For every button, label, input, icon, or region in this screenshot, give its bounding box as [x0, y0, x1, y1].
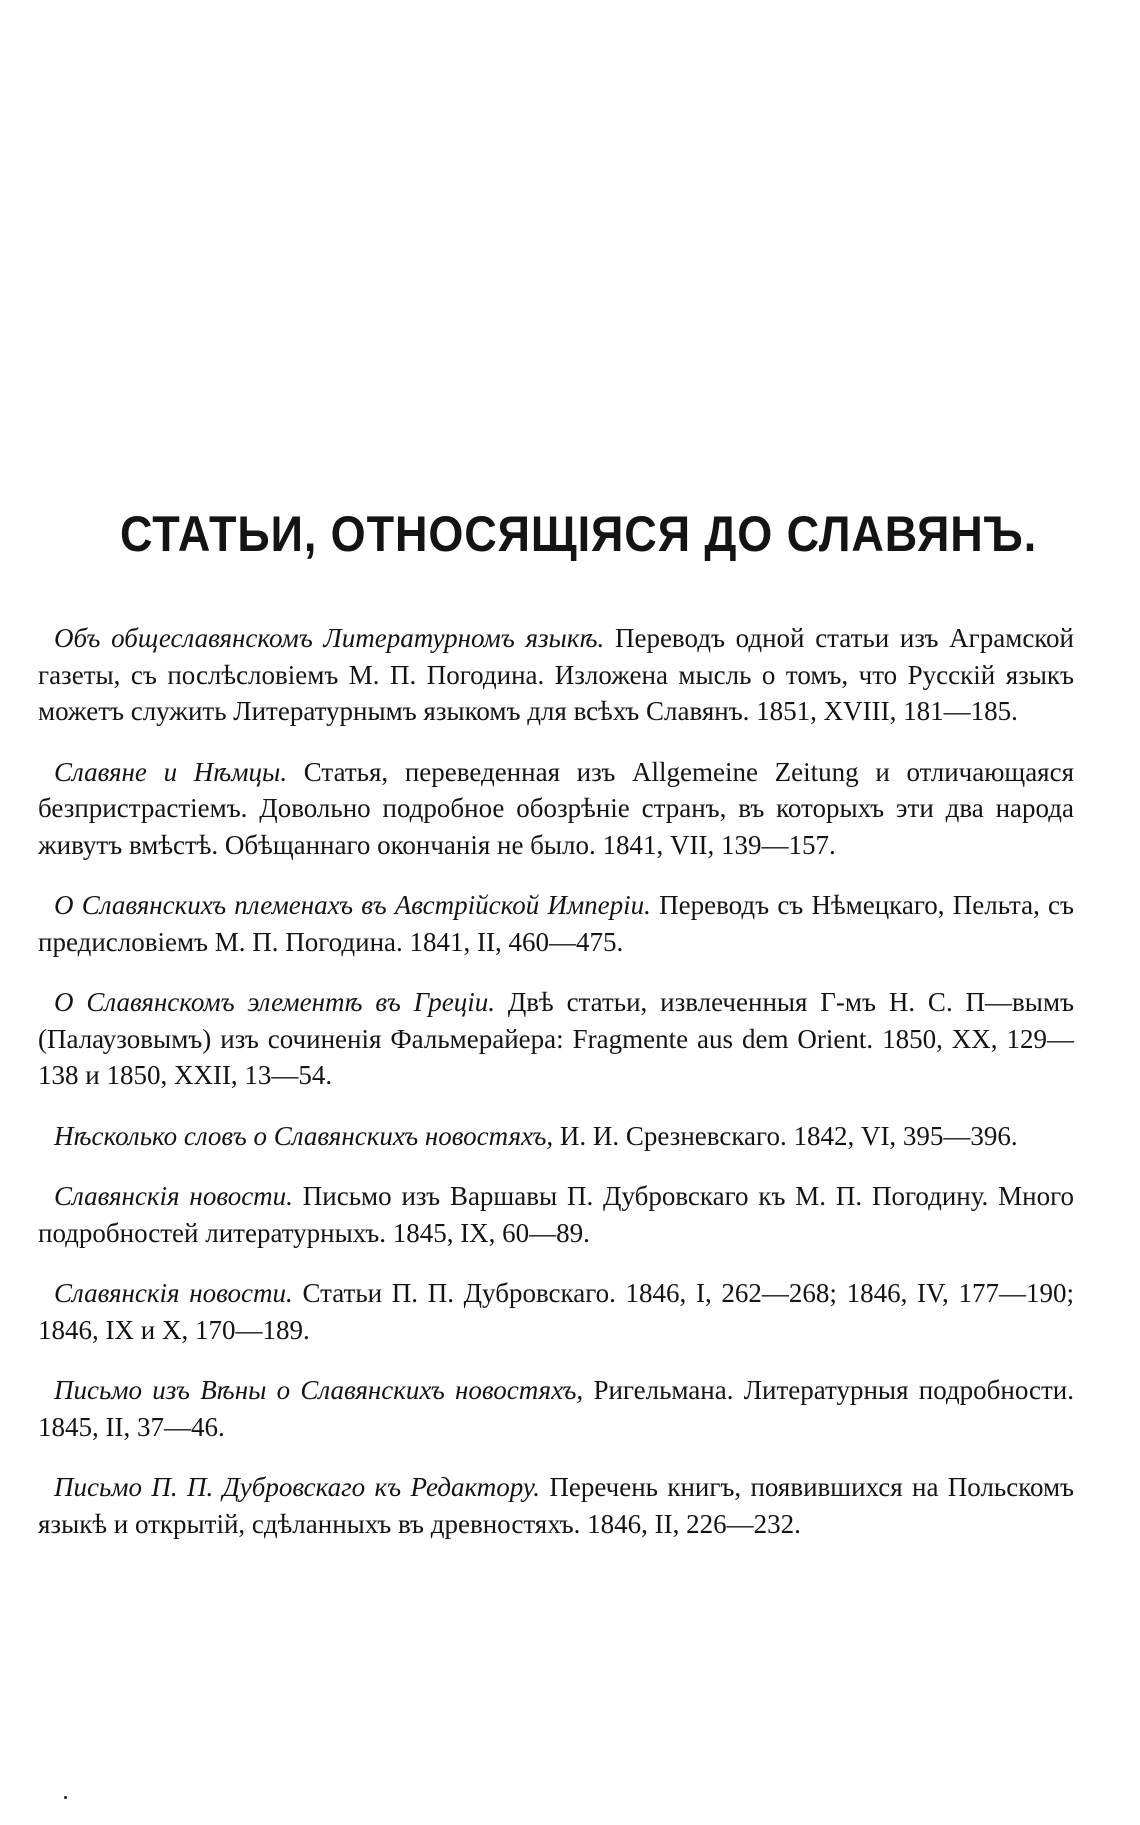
entry-9-text: Перечень книгъ, появившихся на Польскомъ языкѣ и открытій, сдѣланныхъ въ древностяхъ. 1846, II, 226—232.	[38, 1472, 1075, 1539]
entry-8	[38, 1372, 1074, 1445]
entry-5	[38, 1118, 1074, 1155]
entry-8-title: Письмо изъ Вѣны о Славянскихъ новостяхъ,	[54, 1375, 584, 1405]
entry-5-title: Нѣсколько словъ о Славянскихъ новостяхъ,	[54, 1120, 554, 1151]
entry-9-title: Письмо П. П. Дубровскаго къ Редактору.	[54, 1472, 540, 1502]
entry-6-text: Письмо изъ Варшавы П. Дубровскаго къ М. П. Погодину. Много подробностей литературныхъ. 1845, IX, 60—89.	[38, 1181, 1075, 1248]
entry-3	[38, 887, 1074, 960]
section-heading: СТАТЬИ, ОТНОСЯЩІЯСЯ ДО СЛАВЯНЪ.	[120, 506, 1038, 562]
entry-1-title: Объ общеславянскомъ Литературномъ языкѣ.	[54, 623, 605, 653]
entry-4	[38, 984, 1074, 1094]
entry-7-title: Славянскія новости.	[54, 1278, 293, 1308]
entry-2-title: Славяне и Нѣмцы.	[54, 756, 288, 787]
entry-3-text: Переводъ съ Нѣмецкаго, Пельта, съ предисловіемъ М. П. Погодина. 1841, II, 460—475.	[38, 890, 1075, 957]
entry-4-text: Двѣ статьи, извлеченныя Г-мъ Н. С. П—вымъ (Палаузовымъ) изъ сочиненія Фальмерайера: Fragmente aus dem Orient. 1850, XX, 129—138 и 1850, XXII, 13—54.	[38, 987, 1074, 1090]
entry-8-text: Ригельмана. Литературныя подробности. 1845, II, 37—46.	[38, 1375, 1074, 1442]
entry-2	[38, 754, 1074, 864]
entry-7	[38, 1275, 1074, 1348]
entry-3-title: О Славянскихъ племенахъ въ Австрійской Имперіи.	[54, 890, 651, 920]
entry-6-title: Славянскія новости.	[54, 1181, 293, 1211]
entry-1	[38, 620, 1074, 730]
entry-5-text: И. И. Срезневскаго. 1842, VI, 395—396.	[559, 1120, 1018, 1151]
entry-9	[38, 1469, 1074, 1542]
entry-2-text: Статья, переведенная изъ Allgemeine Zeitung и отличающаяся безпристрастіемъ. Довольно подробное обозрѣніе странъ, въ которыхъ эти два народа живутъ вмѣстѣ. Обѣщаннаго окончанія не было. 1841, VII, 139—157.	[38, 756, 1074, 860]
entry-list	[38, 620, 1074, 1566]
entry-7-text: Статьи П. П. Дубровскаго. 1846, I, 262—268; 1846, IV, 177—190; 1846, IX и X, 170—189.	[38, 1278, 1074, 1345]
entry-4-title: О Славянскомъ элементѣ въ Греціи.	[54, 987, 495, 1017]
entry-1-text: Переводъ одной статьи изъ Аграмской газеты, съ послѣсловіемъ М. П. Погодина. Изложена мысль о томъ, что Русскій языкъ можетъ служить Литературнымъ языкомъ для всѣхъ Славянъ. 1851, XVIII, 181—185.	[38, 623, 1075, 726]
ink-speck	[64, 1796, 67, 1799]
entry-6	[38, 1178, 1074, 1251]
